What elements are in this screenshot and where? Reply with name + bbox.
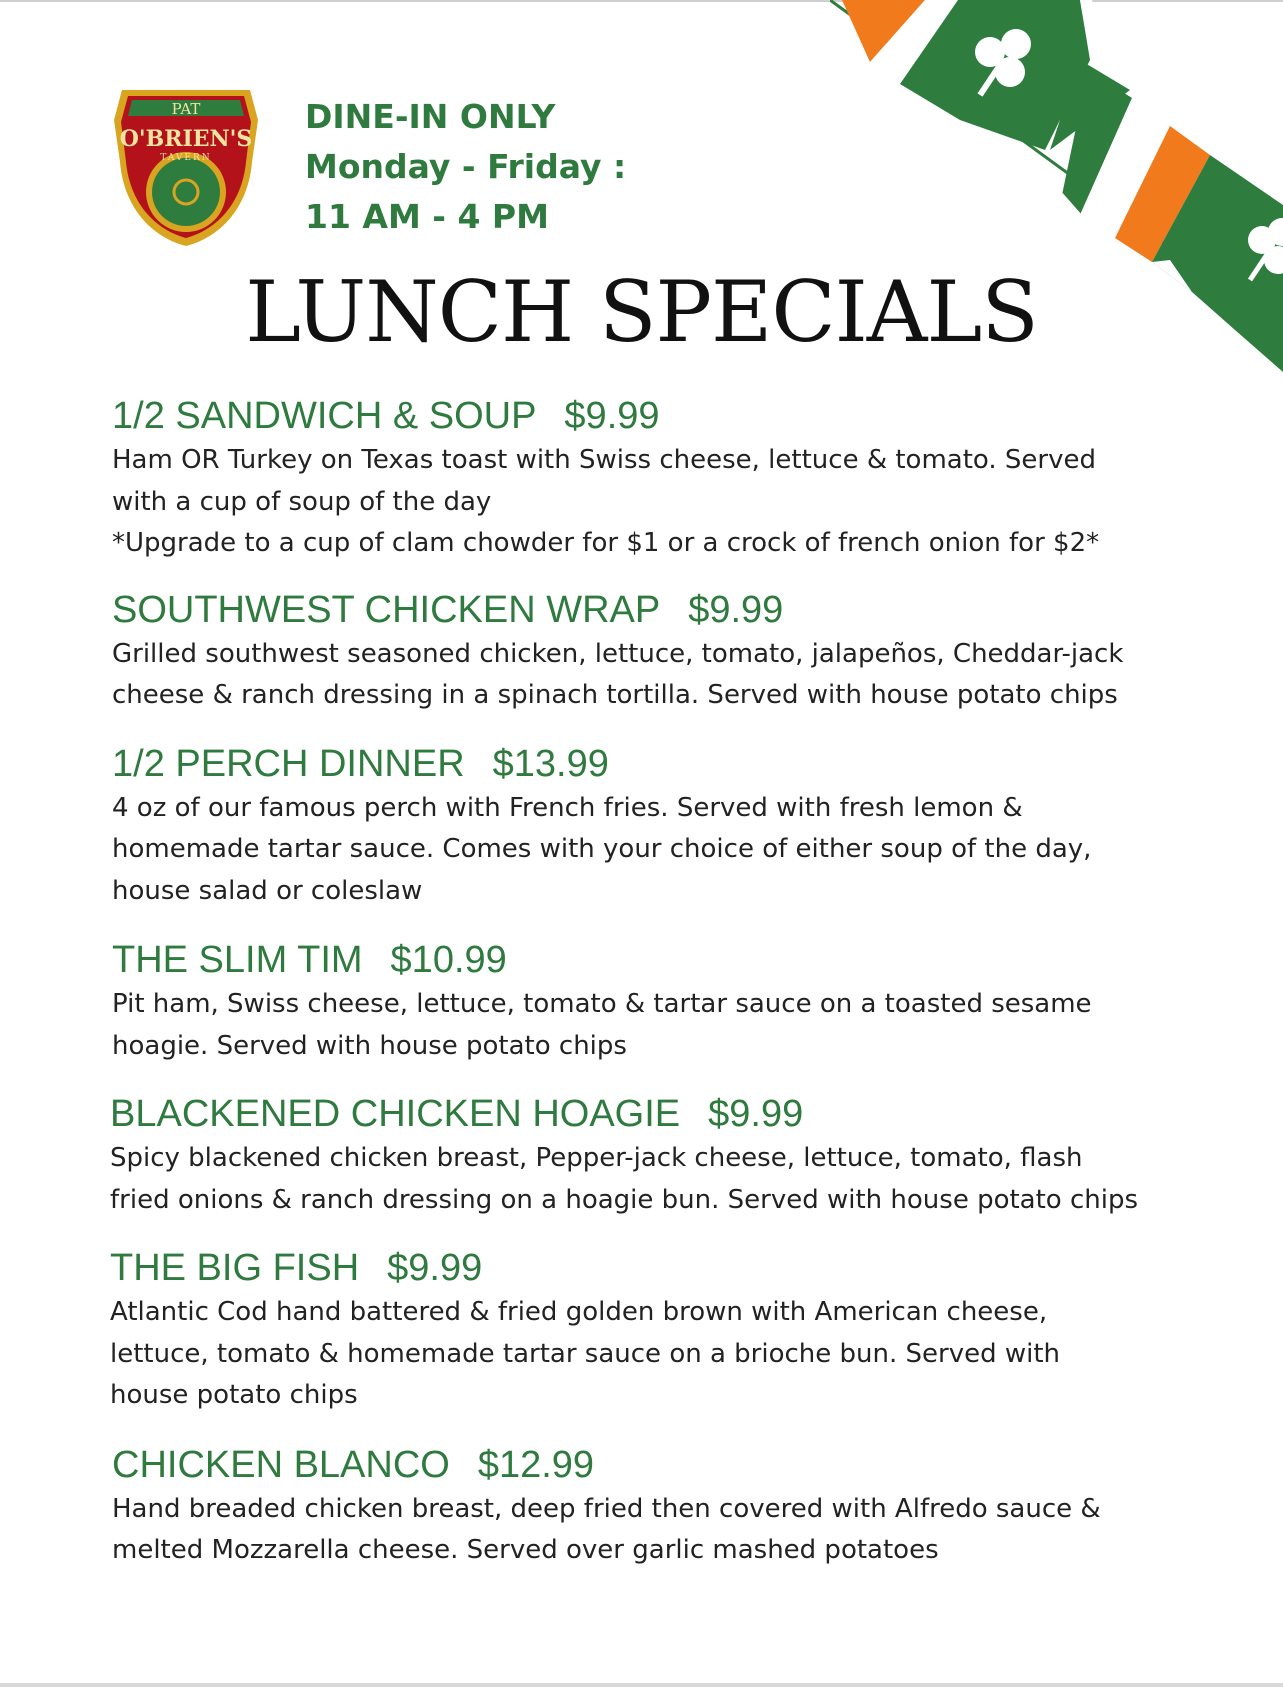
pat-obriens-logo xyxy=(108,80,264,248)
menu-item-header xyxy=(112,392,1192,440)
menu-item-price: $9.99 xyxy=(708,1093,804,1135)
description-line: Spicy blackened chicken breast, Pepper-jack cheese, lettuce, tomato, flash xyxy=(110,1143,1083,1173)
svg-text:TAVERN: TAVERN xyxy=(160,153,212,163)
description-line: 4 oz of our famous perch with French fries. Served with fresh lemon & xyxy=(112,792,1023,823)
menu-item-name: 1/2 PERCH DINNER xyxy=(112,742,465,785)
menu-item-price: $10.99 xyxy=(390,939,507,981)
menu-item-price: $9.99 xyxy=(688,588,784,631)
description-line: homemade tartar sauce. Comes with your choice of either soup of the day, xyxy=(112,834,1092,864)
menu-item-header xyxy=(112,936,1192,984)
menu-item-description xyxy=(112,440,1192,565)
description-line: Grilled southwest seasoned chicken, lettuce, tomato, jalapeños, Cheddar-jack xyxy=(112,638,1124,669)
description-line: lettuce, tomato & homemade tartar sauce on a brioche bun. Served with xyxy=(110,1338,1061,1369)
description-line: melted Mozzarella cheese. Served over garlic mashed potatoes xyxy=(112,1535,939,1565)
menu-item xyxy=(110,1090,1192,1221)
menu-item-name: CHICKEN BLANCO xyxy=(112,1443,450,1486)
menu-item-name: THE SLIM TIM xyxy=(112,939,363,981)
description-line: cheese & ranch dressing in a spinach tortilla. Served with house potato chips xyxy=(112,680,1118,710)
menu-item xyxy=(112,936,1192,1067)
menu-item-description xyxy=(112,634,1192,717)
menu-item-price: $9.99 xyxy=(564,395,660,437)
menu-item-header xyxy=(110,1244,1192,1292)
page-title: LUNCH SPECIALS xyxy=(245,263,1038,361)
menu-item xyxy=(110,1244,1192,1417)
description-line: Ham OR Turkey on Texas toast with Swiss cheese, lettuce & tomato. Served xyxy=(112,445,1096,475)
description-line: with a cup of soup of the day xyxy=(112,486,492,517)
menu-item xyxy=(112,1441,1192,1572)
description-line: Atlantic Cod hand battered & fried golden brown with American cheese, xyxy=(110,1297,1048,1327)
service-hours xyxy=(305,92,626,242)
menu-item-description xyxy=(112,984,1192,1067)
menu-item-name: THE BIG FISH xyxy=(110,1247,360,1289)
description-line: Pit ham, Swiss cheese, lettuce, tomato & tartar sauce on a toasted sesame xyxy=(112,989,1092,1019)
menu-item-header xyxy=(112,740,1192,788)
menu-item xyxy=(112,392,1192,565)
menu-item-price: $12.99 xyxy=(477,1443,595,1486)
svg-text:PAT: PAT xyxy=(171,100,201,118)
menu-item-name: 1/2 SANDWICH & SOUP xyxy=(112,395,537,437)
time-range-label: 11 AM - 4 PM xyxy=(305,197,549,236)
page-bottom-border xyxy=(0,1683,1283,1687)
menu-item-price: $9.99 xyxy=(387,1247,483,1289)
menu-item-header xyxy=(112,586,1192,634)
menu-item-description xyxy=(110,1138,1192,1221)
menu-item-name: SOUTHWEST CHICKEN WRAP xyxy=(112,588,661,631)
menu-item-header xyxy=(110,1090,1192,1138)
days-label: Monday - Friday : xyxy=(305,147,627,186)
description-line: fried onions & ranch dressing on a hoagie bun. Served with house potato chips xyxy=(110,1184,1139,1215)
menu-item xyxy=(112,740,1192,913)
description-line: house salad or coleslaw xyxy=(112,875,423,906)
menu-item-description xyxy=(112,1489,1192,1572)
description-line: Hand breaded chicken breast, deep fried then covered with Alfredo sauce & xyxy=(112,1493,1101,1524)
menu-item-description xyxy=(112,788,1192,913)
menu-item-name: BLACKENED CHICKEN HOAGIE xyxy=(110,1093,681,1135)
upgrade-note: *Upgrade to a cup of clam chowder for $1 or a crock of french onion for $2* xyxy=(112,528,1100,558)
dine-in-only-label: DINE-IN ONLY xyxy=(305,97,556,136)
menu-item xyxy=(112,586,1192,717)
description-line: hoagie. Served with house potato chips xyxy=(112,1030,627,1061)
menu-list xyxy=(112,392,1192,1572)
menu-item-header xyxy=(112,1441,1192,1489)
menu-item-description xyxy=(110,1292,1192,1417)
description-line: house potato chips xyxy=(110,1380,358,1410)
svg-text:O'BRIEN'S: O'BRIEN'S xyxy=(119,126,253,152)
menu-item-price: $13.99 xyxy=(492,742,609,785)
